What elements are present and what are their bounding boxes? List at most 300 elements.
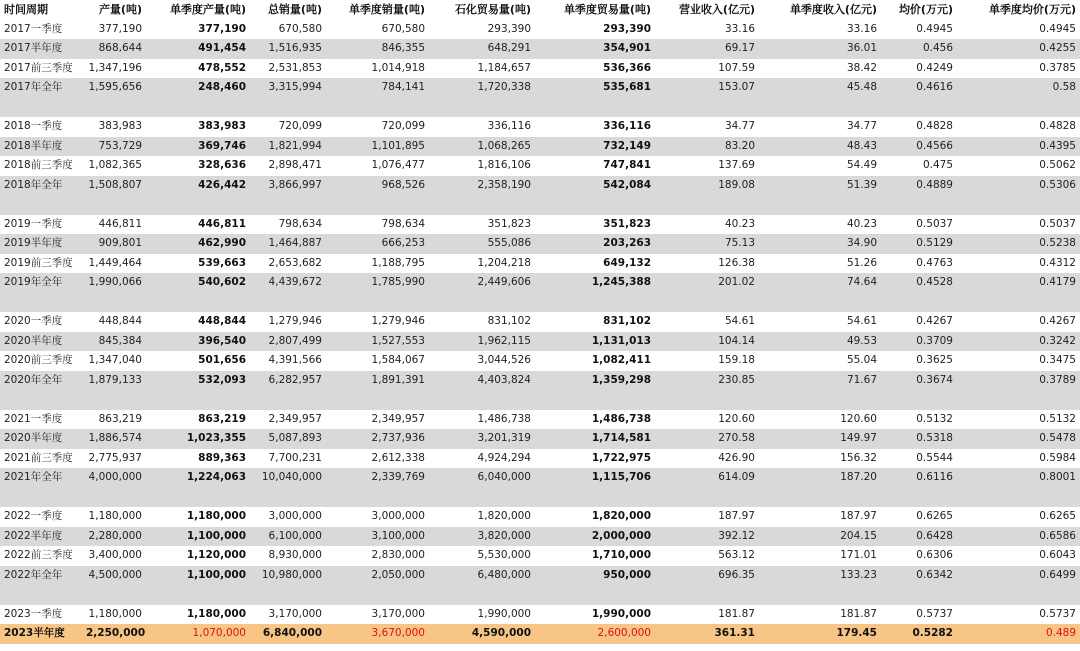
value-cell[interactable]: 4,500,000 — [84, 566, 146, 586]
empty-cell[interactable] — [655, 98, 759, 118]
value-cell[interactable]: 2,807,499 — [250, 332, 326, 352]
empty-cell[interactable] — [326, 390, 429, 410]
value-cell[interactable]: 10,980,000 — [250, 566, 326, 586]
value-cell[interactable]: 446,811 — [198, 217, 246, 230]
value-cell[interactable]: 7,700,231 — [268, 451, 322, 464]
value-cell[interactable]: 1,184,657 — [477, 61, 531, 74]
empty-cell[interactable] — [957, 98, 1080, 118]
value-cell[interactable]: 0.5037 — [916, 217, 953, 230]
empty-cell[interactable] — [881, 98, 957, 118]
value-cell[interactable]: 0.6306 — [916, 549, 953, 561]
value-cell[interactable]: 1,180,000 — [88, 607, 142, 620]
value-cell[interactable]: 845,384 — [84, 332, 146, 352]
value-cell[interactable]: 8,930,000 — [268, 549, 322, 561]
empty-cell[interactable] — [146, 195, 250, 215]
value-cell[interactable]: 2,449,606 — [429, 273, 535, 293]
value-cell[interactable]: 0.4267 — [916, 315, 953, 327]
empty-cell[interactable] — [759, 488, 881, 508]
empty-cell[interactable] — [429, 390, 535, 410]
empty-cell[interactable] — [250, 585, 326, 605]
value-cell[interactable]: 1,820,000 — [477, 510, 531, 522]
header-period[interactable]: 时间周期 — [4, 3, 48, 16]
header-avg-price[interactable]: 均价(万元) — [898, 3, 953, 16]
period-cell[interactable]: 2020半年度 — [0, 429, 84, 449]
empty-cell[interactable] — [326, 293, 429, 313]
value-cell[interactable]: 2,339,769 — [326, 468, 429, 488]
value-cell[interactable]: 0.4255 — [957, 39, 1080, 59]
value-cell[interactable]: 0.3674 — [881, 371, 957, 391]
value-cell[interactable]: 293,390 — [487, 22, 531, 35]
value-cell[interactable]: 71.67 — [759, 371, 881, 391]
empty-cell[interactable] — [957, 195, 1080, 215]
value-cell[interactable]: 2,349,957 — [371, 412, 425, 425]
value-cell[interactable]: 2,737,936 — [326, 429, 429, 449]
value-cell[interactable]: 555,086 — [429, 234, 535, 254]
empty-cell[interactable] — [0, 585, 84, 605]
header-revenue[interactable]: 营业收入(亿元) — [678, 3, 755, 16]
header-quarterly-revenue[interactable]: 单季度收入(亿元) — [789, 3, 877, 16]
period-cell[interactable]: 2022前三季度 — [4, 549, 73, 561]
value-cell[interactable]: 831,102 — [603, 315, 651, 327]
value-cell[interactable]: 3,100,000 — [326, 527, 429, 547]
value-cell[interactable]: 1,347,040 — [88, 354, 142, 366]
value-cell[interactable]: 1,076,477 — [371, 159, 425, 171]
period-cell[interactable]: 2017前三季度 — [4, 61, 73, 74]
value-cell[interactable]: 501,656 — [198, 354, 246, 366]
value-cell[interactable]: 179.45 — [759, 624, 881, 644]
period-cell[interactable]: 2020半年度 — [0, 332, 84, 352]
empty-cell[interactable] — [146, 98, 250, 118]
empty-cell[interactable] — [759, 195, 881, 215]
value-cell[interactable]: 3,044,526 — [477, 354, 531, 366]
value-cell[interactable]: 0.4763 — [916, 256, 953, 269]
value-cell[interactable]: 0.5062 — [1039, 159, 1076, 171]
value-cell[interactable]: 1,962,115 — [429, 332, 535, 352]
empty-cell[interactable] — [146, 293, 250, 313]
period-cell[interactable]: 2019前三季度 — [4, 256, 73, 269]
value-cell[interactable]: 3,000,000 — [371, 510, 425, 522]
period-cell[interactable]: 2019年全年 — [0, 273, 84, 293]
period-cell[interactable]: 2017年全年 — [0, 78, 84, 98]
value-cell[interactable]: 0.4828 — [1039, 120, 1076, 132]
value-cell[interactable]: 2,280,000 — [84, 527, 146, 547]
value-cell[interactable]: 383,983 — [98, 120, 142, 132]
empty-cell[interactable] — [535, 585, 655, 605]
period-cell[interactable]: 2019一季度 — [4, 217, 63, 230]
empty-cell[interactable] — [326, 195, 429, 215]
empty-cell[interactable] — [759, 98, 881, 118]
value-cell[interactable]: 3,670,000 — [326, 624, 429, 644]
value-cell[interactable]: 1,120,000 — [186, 549, 246, 561]
empty-cell[interactable] — [881, 488, 957, 508]
value-cell[interactable]: 1,584,067 — [371, 354, 425, 366]
value-cell[interactable]: 0.3785 — [1039, 61, 1076, 74]
value-cell[interactable]: 0.5129 — [881, 234, 957, 254]
value-cell[interactable]: 0.5984 — [1039, 451, 1076, 464]
value-cell[interactable]: 189.08 — [655, 176, 759, 196]
value-cell[interactable]: 0.4179 — [957, 273, 1080, 293]
value-cell[interactable]: 5,530,000 — [477, 549, 531, 561]
value-cell[interactable]: 0.58 — [957, 78, 1080, 98]
value-cell[interactable]: 1,204,218 — [477, 256, 531, 269]
value-cell[interactable]: 4,391,566 — [268, 354, 322, 366]
period-cell[interactable]: 2021一季度 — [4, 412, 63, 425]
value-cell[interactable]: 3,170,000 — [268, 607, 322, 620]
value-cell[interactable]: 1,990,066 — [84, 273, 146, 293]
value-cell[interactable]: 0.5544 — [916, 451, 953, 464]
value-cell[interactable]: 1,180,000 — [186, 510, 246, 522]
value-cell[interactable]: 83.20 — [655, 137, 759, 157]
value-cell[interactable]: 846,355 — [326, 39, 429, 59]
value-cell[interactable]: 536,366 — [603, 61, 651, 74]
value-cell[interactable]: 392.12 — [655, 527, 759, 547]
value-cell[interactable]: 1,279,946 — [371, 315, 425, 327]
value-cell[interactable]: 107.59 — [718, 61, 755, 74]
empty-cell[interactable] — [0, 390, 84, 410]
value-cell[interactable]: 377,190 — [98, 22, 142, 35]
value-cell[interactable]: 48.43 — [759, 137, 881, 157]
empty-cell[interactable] — [146, 390, 250, 410]
value-cell[interactable]: 133.23 — [759, 566, 881, 586]
value-cell[interactable]: 0.4267 — [1039, 315, 1076, 327]
value-cell[interactable]: 36.01 — [759, 39, 881, 59]
period-cell[interactable]: 2022一季度 — [4, 510, 63, 522]
value-cell[interactable]: 336,116 — [603, 120, 651, 132]
period-cell[interactable]: 2021年全年 — [0, 468, 84, 488]
value-cell[interactable]: 74.64 — [759, 273, 881, 293]
value-cell[interactable]: 34.90 — [759, 234, 881, 254]
value-cell[interactable]: 1,990,000 — [477, 607, 531, 620]
value-cell[interactable]: 2,250,000 — [84, 624, 146, 644]
value-cell[interactable]: 648,291 — [429, 39, 535, 59]
value-cell[interactable]: 55.04 — [846, 354, 877, 366]
value-cell[interactable]: 181.87 — [840, 607, 877, 620]
value-cell[interactable]: 0.4566 — [881, 137, 957, 157]
value-cell[interactable]: 4,439,672 — [250, 273, 326, 293]
value-cell[interactable]: 426,442 — [146, 176, 250, 196]
value-cell[interactable]: 1,224,063 — [146, 468, 250, 488]
empty-cell[interactable] — [535, 98, 655, 118]
empty-cell[interactable] — [146, 488, 250, 508]
value-cell[interactable]: 0.6265 — [916, 510, 953, 522]
value-cell[interactable]: 2,775,937 — [88, 451, 142, 464]
value-cell[interactable]: 2,612,338 — [371, 451, 425, 464]
empty-cell[interactable] — [759, 293, 881, 313]
value-cell[interactable]: 1,710,000 — [591, 549, 651, 561]
value-cell[interactable]: 0.6586 — [957, 527, 1080, 547]
value-cell[interactable]: 1,464,887 — [250, 234, 326, 254]
value-cell[interactable]: 0.489 — [957, 624, 1080, 644]
value-cell[interactable]: 446,811 — [98, 217, 142, 230]
value-cell[interactable]: 0.4528 — [881, 273, 957, 293]
value-cell[interactable]: 1,714,581 — [535, 429, 655, 449]
value-cell[interactable]: 137.69 — [718, 159, 755, 171]
value-cell[interactable]: 950,000 — [535, 566, 655, 586]
value-cell[interactable]: 0.5306 — [957, 176, 1080, 196]
value-cell[interactable]: 153.07 — [655, 78, 759, 98]
value-cell[interactable]: 5,087,893 — [250, 429, 326, 449]
period-cell[interactable]: 2017一季度 — [4, 22, 63, 35]
value-cell[interactable]: 369,746 — [146, 137, 250, 157]
value-cell[interactable]: 203,263 — [535, 234, 655, 254]
value-cell[interactable]: 0.5478 — [957, 429, 1080, 449]
value-cell[interactable]: 6,480,000 — [429, 566, 535, 586]
value-cell[interactable]: 0.4616 — [881, 78, 957, 98]
value-cell[interactable]: 1,014,918 — [371, 61, 425, 74]
period-cell[interactable]: 2018一季度 — [4, 120, 63, 132]
empty-cell[interactable] — [250, 488, 326, 508]
value-cell[interactable]: 1,101,895 — [326, 137, 429, 157]
period-cell[interactable]: 2020前三季度 — [4, 354, 73, 366]
value-cell[interactable]: 0.8001 — [957, 468, 1080, 488]
empty-cell[interactable] — [535, 488, 655, 508]
period-cell[interactable]: 2019半年度 — [0, 234, 84, 254]
value-cell[interactable]: 0.4312 — [1039, 256, 1076, 269]
value-cell[interactable]: 0.4395 — [957, 137, 1080, 157]
empty-cell[interactable] — [84, 390, 146, 410]
value-cell[interactable]: 328,636 — [198, 159, 246, 171]
header-quarterly-sales[interactable]: 单季度销量(吨) — [348, 3, 425, 16]
empty-cell[interactable] — [326, 585, 429, 605]
value-cell[interactable]: 1,516,935 — [250, 39, 326, 59]
value-cell[interactable]: 2,830,000 — [371, 549, 425, 561]
value-cell[interactable]: 0.5037 — [1039, 217, 1076, 230]
value-cell[interactable]: 204.15 — [759, 527, 881, 547]
value-cell[interactable]: 3,315,994 — [250, 78, 326, 98]
value-cell[interactable]: 4,000,000 — [84, 468, 146, 488]
value-cell[interactable]: 51.39 — [759, 176, 881, 196]
value-cell[interactable]: 396,540 — [146, 332, 250, 352]
value-cell[interactable]: 863,219 — [98, 412, 142, 425]
value-cell[interactable]: 51.26 — [846, 256, 877, 269]
value-cell[interactable]: 1,821,994 — [250, 137, 326, 157]
value-cell[interactable]: 0.5238 — [957, 234, 1080, 254]
value-cell[interactable]: 361.31 — [655, 624, 759, 644]
value-cell[interactable]: 0.6116 — [881, 468, 957, 488]
value-cell[interactable]: 0.3475 — [1039, 354, 1076, 366]
value-cell[interactable]: 120.60 — [840, 412, 877, 425]
value-cell[interactable]: 6,100,000 — [250, 527, 326, 547]
empty-cell[interactable] — [429, 293, 535, 313]
period-cell[interactable]: 2020一季度 — [4, 315, 63, 327]
value-cell[interactable]: 10,040,000 — [250, 468, 326, 488]
value-cell[interactable]: 831,102 — [487, 315, 531, 327]
value-cell[interactable]: 0.5282 — [881, 624, 957, 644]
value-cell[interactable]: 181.87 — [718, 607, 755, 620]
value-cell[interactable]: 478,552 — [198, 61, 246, 74]
value-cell[interactable]: 1,279,946 — [268, 315, 322, 327]
value-cell[interactable]: 784,141 — [326, 78, 429, 98]
empty-cell[interactable] — [326, 488, 429, 508]
empty-cell[interactable] — [84, 585, 146, 605]
value-cell[interactable]: 0.4945 — [916, 22, 953, 35]
header-quarterly-trade[interactable]: 单季度贸易量(吨) — [563, 3, 651, 16]
value-cell[interactable]: 270.58 — [655, 429, 759, 449]
value-cell[interactable]: 3,170,000 — [371, 607, 425, 620]
value-cell[interactable]: 2,898,471 — [268, 159, 322, 171]
value-cell[interactable]: 1,486,738 — [477, 412, 531, 425]
value-cell[interactable]: 1,527,553 — [326, 332, 429, 352]
empty-cell[interactable] — [759, 585, 881, 605]
empty-cell[interactable] — [655, 293, 759, 313]
period-cell[interactable]: 2023一季度 — [4, 607, 63, 620]
value-cell[interactable]: 0.4249 — [916, 61, 953, 74]
value-cell[interactable]: 448,844 — [98, 315, 142, 327]
empty-cell[interactable] — [535, 195, 655, 215]
value-cell[interactable]: 1,879,133 — [84, 371, 146, 391]
value-cell[interactable]: 187.97 — [718, 510, 755, 522]
value-cell[interactable]: 0.3625 — [916, 354, 953, 366]
value-cell[interactable]: 2,358,190 — [429, 176, 535, 196]
value-cell[interactable]: 1,785,990 — [326, 273, 429, 293]
value-cell[interactable]: 34.77 — [724, 120, 755, 132]
value-cell[interactable]: 0.6342 — [881, 566, 957, 586]
header-quarterly-output[interactable]: 单季度产量(吨) — [169, 3, 246, 16]
value-cell[interactable]: 614.09 — [655, 468, 759, 488]
empty-cell[interactable] — [146, 585, 250, 605]
value-cell[interactable]: 798,634 — [278, 217, 322, 230]
period-cell[interactable]: 2022半年度 — [0, 527, 84, 547]
value-cell[interactable]: 0.3709 — [881, 332, 957, 352]
empty-cell[interactable] — [957, 488, 1080, 508]
value-cell[interactable]: 0.5318 — [881, 429, 957, 449]
value-cell[interactable]: 293,390 — [603, 22, 651, 35]
empty-cell[interactable] — [250, 293, 326, 313]
empty-cell[interactable] — [326, 98, 429, 118]
value-cell[interactable]: 909,801 — [84, 234, 146, 254]
value-cell[interactable]: 696.35 — [655, 566, 759, 586]
value-cell[interactable]: 171.01 — [840, 549, 877, 561]
value-cell[interactable]: 40.23 — [724, 217, 755, 230]
empty-cell[interactable] — [881, 195, 957, 215]
value-cell[interactable]: 6,840,000 — [250, 624, 326, 644]
period-cell[interactable]: 2018半年度 — [0, 137, 84, 157]
value-cell[interactable]: 0.6043 — [1039, 549, 1076, 561]
value-cell[interactable]: 6,282,957 — [250, 371, 326, 391]
value-cell[interactable]: 649,132 — [603, 256, 651, 269]
value-cell[interactable]: 1,068,265 — [429, 137, 535, 157]
empty-cell[interactable] — [0, 488, 84, 508]
value-cell[interactable]: 45.48 — [759, 78, 881, 98]
value-cell[interactable]: 1,820,000 — [591, 510, 651, 522]
empty-cell[interactable] — [881, 390, 957, 410]
header-trade-volume[interactable]: 石化贸易量(吨) — [454, 3, 531, 16]
value-cell[interactable]: 54.61 — [846, 315, 877, 327]
value-cell[interactable]: 540,602 — [146, 273, 250, 293]
value-cell[interactable]: 1,070,000 — [146, 624, 250, 644]
value-cell[interactable]: 732,149 — [535, 137, 655, 157]
empty-cell[interactable] — [250, 390, 326, 410]
empty-cell[interactable] — [655, 195, 759, 215]
value-cell[interactable]: 491,454 — [146, 39, 250, 59]
value-cell[interactable]: 0.4828 — [916, 120, 953, 132]
value-cell[interactable]: 75.13 — [655, 234, 759, 254]
value-cell[interactable]: 33.16 — [846, 22, 877, 35]
value-cell[interactable]: 1,100,000 — [146, 527, 250, 547]
value-cell[interactable]: 1,508,807 — [84, 176, 146, 196]
empty-cell[interactable] — [84, 195, 146, 215]
period-cell[interactable]: 2018年全年 — [0, 176, 84, 196]
header-total-sales[interactable]: 总销量(吨) — [267, 3, 322, 16]
empty-cell[interactable] — [759, 390, 881, 410]
value-cell[interactable]: 54.49 — [846, 159, 877, 171]
value-cell[interactable]: 354,901 — [535, 39, 655, 59]
empty-cell[interactable] — [0, 195, 84, 215]
empty-cell[interactable] — [429, 488, 535, 508]
value-cell[interactable]: 0.5737 — [1039, 607, 1076, 620]
value-cell[interactable]: 248,460 — [146, 78, 250, 98]
value-cell[interactable]: 0.4945 — [1039, 22, 1076, 35]
empty-cell[interactable] — [84, 488, 146, 508]
value-cell[interactable]: 563.12 — [718, 549, 755, 561]
value-cell[interactable]: 462,990 — [146, 234, 250, 254]
value-cell[interactable]: 1,115,706 — [535, 468, 655, 488]
value-cell[interactable]: 670,580 — [278, 22, 322, 35]
empty-cell[interactable] — [881, 585, 957, 605]
empty-cell[interactable] — [84, 293, 146, 313]
value-cell[interactable]: 448,844 — [198, 315, 246, 327]
value-cell[interactable]: 2,050,000 — [326, 566, 429, 586]
value-cell[interactable]: 377,190 — [198, 22, 246, 35]
value-cell[interactable]: 666,253 — [326, 234, 429, 254]
value-cell[interactable]: 2,600,000 — [535, 624, 655, 644]
value-cell[interactable]: 1,100,000 — [146, 566, 250, 586]
period-cell[interactable]: 2021前三季度 — [4, 451, 73, 464]
value-cell[interactable]: 34.77 — [846, 120, 877, 132]
value-cell[interactable]: 747,841 — [603, 159, 651, 171]
value-cell[interactable]: 1,180,000 — [186, 607, 246, 620]
empty-cell[interactable] — [535, 293, 655, 313]
value-cell[interactable]: 868,644 — [84, 39, 146, 59]
value-cell[interactable]: 1,347,196 — [88, 61, 142, 74]
value-cell[interactable]: 1,359,298 — [535, 371, 655, 391]
empty-cell[interactable] — [0, 98, 84, 118]
value-cell[interactable]: 1,082,365 — [88, 159, 142, 171]
value-cell[interactable]: 0.6499 — [957, 566, 1080, 586]
empty-cell[interactable] — [250, 98, 326, 118]
value-cell[interactable]: 33.16 — [724, 22, 755, 35]
value-cell[interactable]: 126.38 — [718, 256, 755, 269]
value-cell[interactable]: 535,681 — [535, 78, 655, 98]
empty-cell[interactable] — [881, 293, 957, 313]
value-cell[interactable]: 1,023,355 — [146, 429, 250, 449]
empty-cell[interactable] — [535, 390, 655, 410]
period-cell[interactable]: 2023半年度 — [0, 624, 84, 644]
value-cell[interactable]: 542,084 — [535, 176, 655, 196]
empty-cell[interactable] — [655, 488, 759, 508]
empty-cell[interactable] — [0, 293, 84, 313]
value-cell[interactable]: 1,720,338 — [429, 78, 535, 98]
empty-cell[interactable] — [957, 585, 1080, 605]
value-cell[interactable]: 3,400,000 — [88, 549, 142, 561]
empty-cell[interactable] — [655, 585, 759, 605]
value-cell[interactable]: 156.32 — [840, 451, 877, 464]
value-cell[interactable]: 54.61 — [724, 315, 755, 327]
value-cell[interactable]: 0.5132 — [916, 412, 953, 425]
period-cell[interactable]: 2018前三季度 — [4, 159, 73, 171]
value-cell[interactable]: 1,990,000 — [591, 607, 651, 620]
value-cell[interactable]: 1,891,391 — [326, 371, 429, 391]
value-cell[interactable]: 0.5737 — [916, 607, 953, 620]
empty-cell[interactable] — [84, 98, 146, 118]
value-cell[interactable]: 1,486,738 — [591, 412, 651, 425]
value-cell[interactable]: 4,924,294 — [477, 451, 531, 464]
value-cell[interactable]: 0.5132 — [1039, 412, 1076, 425]
value-cell[interactable]: 40.23 — [846, 217, 877, 230]
value-cell[interactable]: 201.02 — [655, 273, 759, 293]
value-cell[interactable]: 0.6265 — [1039, 510, 1076, 522]
value-cell[interactable]: 426.90 — [718, 451, 755, 464]
